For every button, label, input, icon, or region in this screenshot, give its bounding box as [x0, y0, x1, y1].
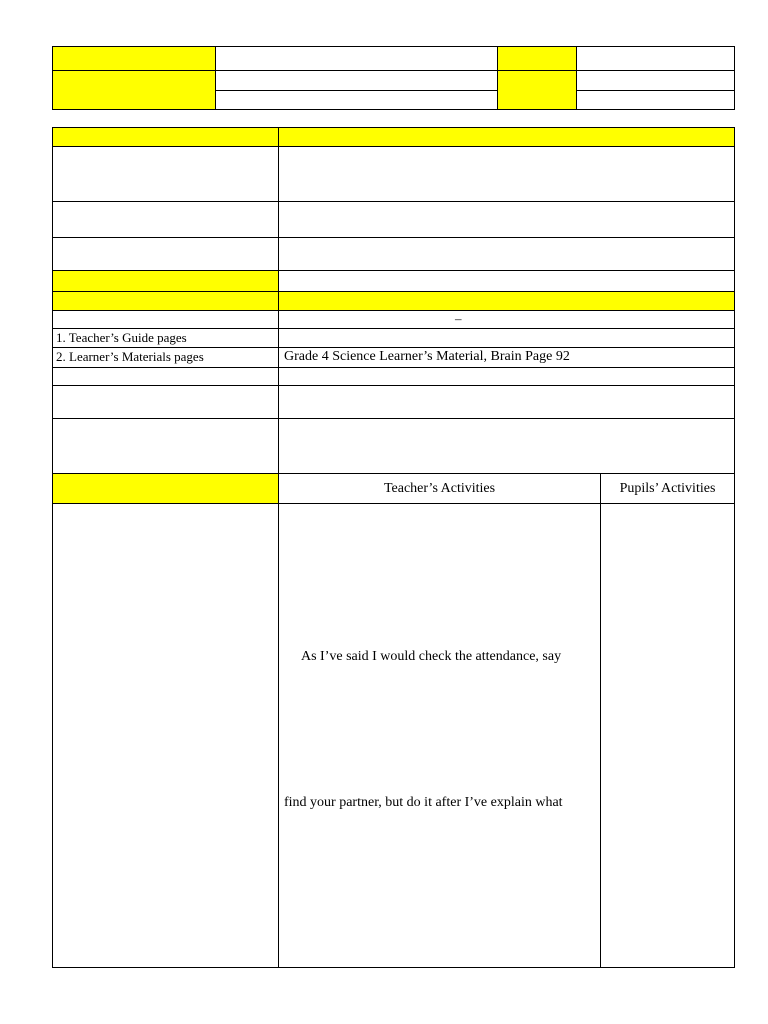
header-border: [52, 46, 735, 47]
header-border: [52, 70, 735, 71]
table-border: [734, 127, 735, 968]
table-border: [52, 310, 735, 311]
table-border: [52, 328, 735, 329]
table-border: [52, 127, 53, 968]
table-border: [52, 146, 735, 147]
header-label-cell-1: [53, 47, 215, 70]
table-border: [600, 473, 601, 968]
table-border: [52, 237, 735, 238]
header-border: [215, 46, 216, 110]
header-label-cell-4: [498, 71, 576, 109]
table-border: [52, 201, 735, 202]
teachers-guide-label: 1. Teacher’s Guide pages: [56, 330, 187, 345]
table-border: [52, 503, 735, 504]
section-header-row: [53, 128, 734, 146]
table-border: [52, 347, 735, 348]
learners-materials-label: 2. Learner’s Materials pages: [56, 349, 204, 364]
header-border: [734, 46, 735, 110]
teachers-activity-line: As I’ve said I would check the attendance, say: [301, 649, 562, 664]
table-border: [52, 270, 735, 271]
header-border: [576, 90, 735, 91]
table-border: [52, 967, 735, 968]
table-border: [52, 418, 735, 419]
table-border: [52, 127, 735, 128]
header-border: [497, 46, 498, 110]
table-border: [278, 127, 279, 968]
pupils-activities-header-label: Pupils’ Activities: [619, 480, 716, 496]
dash-mark: –: [455, 311, 462, 326]
header-border: [52, 109, 735, 110]
procedures-label-cell: [53, 474, 278, 503]
teachers-activities-header-label: Teacher’s Activities: [383, 480, 496, 496]
section-label-cell: [53, 271, 278, 291]
header-border: [215, 90, 498, 91]
header-border: [52, 46, 53, 110]
table-border: [52, 385, 735, 386]
pupils-activities-header: [601, 474, 734, 503]
header-border: [576, 46, 577, 110]
teachers-activities-header: [279, 474, 600, 503]
table-border: [52, 367, 735, 368]
header-label-cell-3: [498, 47, 576, 70]
teachers-activity-line: find your partner, but do it after I’ve explain what: [284, 795, 563, 810]
section-header-row: [53, 292, 734, 310]
learners-materials-value: Grade 4 Science Learner’s Material, Brain Page 92: [284, 349, 570, 364]
table-border: [52, 291, 735, 292]
header-label-cell-2: [53, 71, 215, 109]
